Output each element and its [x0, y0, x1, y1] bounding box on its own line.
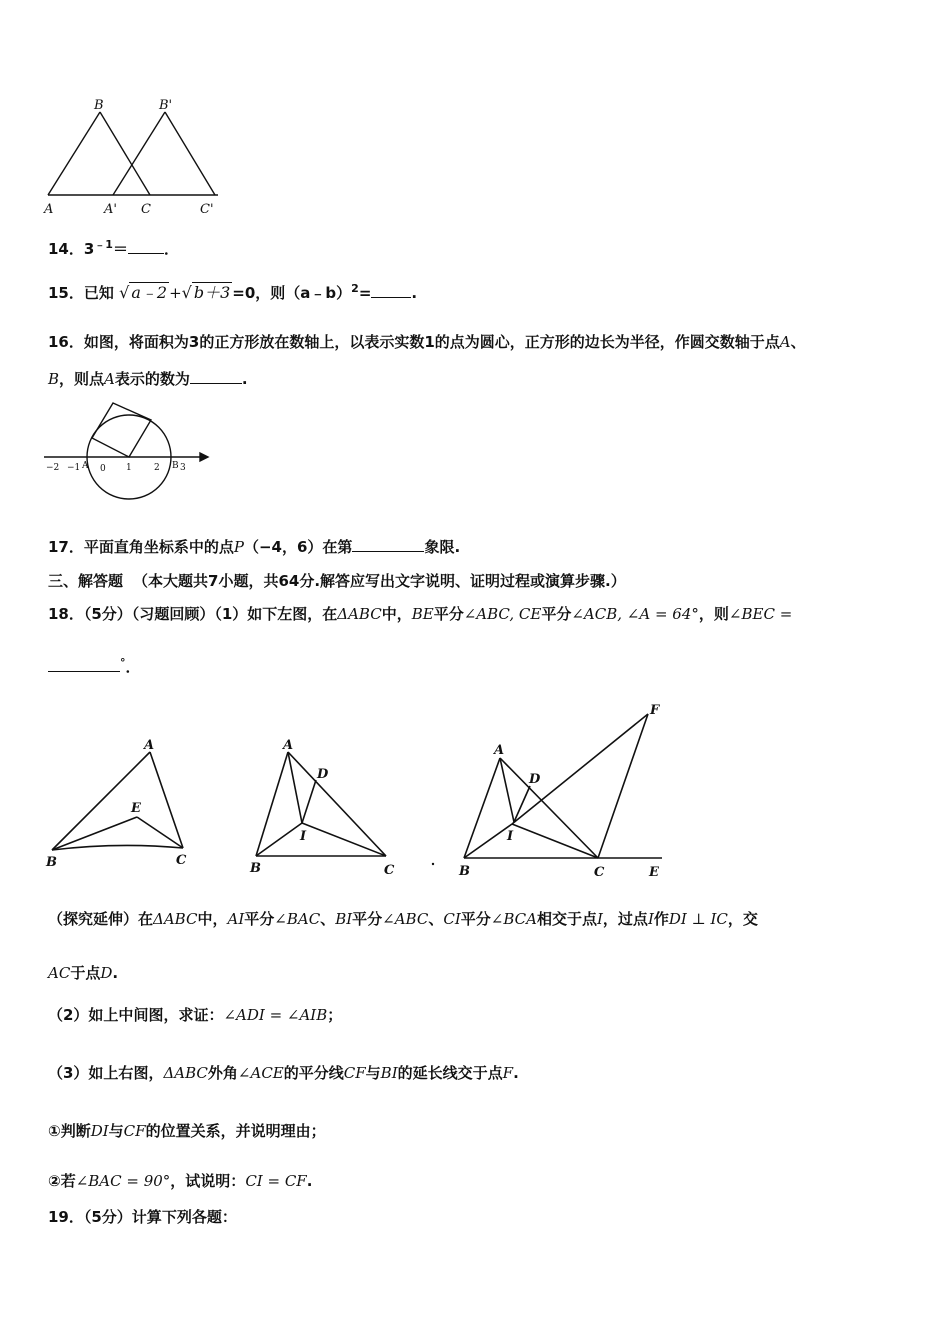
right-label-d: D [529, 772, 541, 787]
right-label-c: C [594, 865, 605, 880]
mid-label-d: D [317, 767, 329, 782]
part-3-text: （3）如上右图， [48, 1064, 164, 1082]
right-label-a: A [494, 743, 505, 758]
label-c: C [141, 202, 151, 217]
q14-end: ． [163, 240, 179, 258]
right-label-f: F [650, 703, 660, 718]
figures-q18 [40, 700, 680, 885]
answer-blank [371, 296, 411, 298]
mid-label-i: I [300, 829, 307, 844]
question-number: 16． [48, 333, 84, 351]
left-label-e: E [131, 801, 141, 816]
ext-text: 作 [653, 910, 669, 928]
ext-text: 平分 [244, 910, 275, 928]
label-b-prime: B' [159, 98, 173, 113]
q16-text-3: 表示的数为 [114, 370, 190, 388]
question-17 [48, 536, 460, 557]
segment-cf: CF [123, 1122, 146, 1140]
tick-label-b: B [172, 461, 179, 471]
answer-blank [128, 252, 164, 254]
point-b: B [48, 370, 60, 388]
point-a: A [104, 370, 115, 388]
tick-label-a: A [82, 461, 89, 471]
right-segment-if [512, 714, 648, 824]
question-15 [48, 280, 417, 303]
q16-text-2: ，则点 [59, 370, 105, 388]
question-number: 14． [48, 240, 84, 258]
q14-exponent: ﹣1 [94, 238, 113, 251]
section-heading [48, 570, 626, 591]
tick-label-1: 1 [126, 463, 132, 473]
equation-ci-cf: CI = CF [245, 1172, 307, 1190]
segment-ac: AC [48, 964, 71, 982]
right-side-ac [500, 758, 598, 858]
tick-label-3: 3 [180, 463, 186, 473]
left-side-ac [150, 752, 183, 848]
segment-ci: CI [443, 910, 461, 928]
label-a-prime: A' [104, 202, 117, 217]
question-16-line-1 [48, 331, 806, 352]
right-label-i: I [507, 829, 514, 844]
ext-text: 中， [197, 910, 228, 928]
ext-text: ，交 [727, 910, 758, 928]
q15-end: . [411, 284, 418, 302]
sqrt-expression-1: √ a﹣2 [119, 283, 168, 302]
tick-label-neg1: −1 [67, 463, 81, 473]
segment-ai: AI [227, 910, 245, 928]
q18-text: 平分 [433, 605, 464, 623]
q14-base: 3 [83, 240, 95, 258]
ext-text: . [112, 964, 119, 982]
right-segment-bi [464, 824, 512, 858]
q18-text: 平分 [541, 605, 572, 623]
part-2-end: ； [327, 1006, 343, 1024]
angle-equation: ∠ADI = ∠AIB [223, 1006, 328, 1024]
q16-text-1: 如图，将面积为3的正方形放在数轴上，以表示实数1的点为圆心，正方形的边长为半径，作圆交数轴于点 [83, 333, 780, 351]
q15-prefix: 已知 [83, 284, 114, 302]
right-segment-ai [500, 758, 514, 822]
point-f: F [502, 1064, 514, 1082]
q15-equals: = [358, 284, 372, 302]
question-18-line-2 [48, 656, 141, 677]
mid-label-a: A [283, 738, 294, 753]
extension-line-2 [48, 962, 118, 983]
question-number: 18． [48, 605, 84, 623]
square [92, 403, 151, 457]
label-a: A [44, 202, 54, 217]
triangle-abc: ΔABC [163, 1064, 208, 1082]
right-segment-ci [512, 824, 598, 858]
triangle-abc: ΔABC [337, 605, 382, 623]
axis-arrow [200, 453, 208, 461]
side-b2c2 [165, 112, 215, 195]
left-side-bc [52, 845, 183, 850]
question-number: 15． [48, 284, 84, 302]
part-3b-text: ，试说明： [170, 1172, 246, 1190]
right-label-e: E [649, 865, 659, 880]
left-segment-ec [137, 817, 183, 848]
part-2-text: （2）如上中间图，求证： [48, 1006, 224, 1024]
part-2 [48, 1004, 342, 1025]
stray-dot [432, 863, 434, 865]
perpendicular-di-ic: DI ⊥ IC [668, 910, 728, 928]
point-i: I [596, 910, 603, 928]
tick-label-2: 2 [154, 463, 160, 473]
tick-label-neg2: −2 [46, 463, 60, 473]
ext-text: 、 [320, 910, 336, 928]
part-3 [48, 1062, 519, 1083]
mid-label-c: C [384, 863, 395, 878]
angle-acb-a: ∠ACB, ∠A = 64° [571, 605, 699, 623]
part-3b-end: . [306, 1172, 313, 1190]
plus-sign: + [169, 284, 182, 302]
q16-end: . [241, 370, 248, 388]
left-label-b: B [46, 855, 57, 870]
right-segment-cf [598, 714, 648, 858]
left-label-c: C [176, 853, 187, 868]
part-3-end: . [513, 1064, 519, 1082]
answer-blank [48, 670, 120, 672]
right-side-ab [464, 758, 500, 858]
label-c-prime: C' [200, 202, 214, 217]
q18-text: 中， [381, 605, 412, 623]
tick-label-0: 0 [100, 464, 106, 474]
ext-text: （探究延伸）在 [48, 910, 154, 928]
angle-ace: ∠ACE [237, 1064, 284, 1082]
q14-equals: ＝ [112, 240, 128, 258]
part-3-sub-2 [48, 1170, 312, 1191]
q16-separator: 、 [790, 333, 806, 351]
side-ab [48, 112, 100, 195]
answer-blank [352, 550, 424, 552]
point-i: I [647, 910, 654, 928]
part-3b-text: ②若 [48, 1172, 76, 1190]
point-a: A [779, 333, 791, 351]
question-18-line-1 [48, 603, 792, 624]
q17-tail: 象限. [424, 538, 461, 556]
figure-number-line-circle [40, 398, 210, 506]
ext-text: ，过点 [602, 910, 648, 928]
label-b: B [94, 98, 104, 113]
ext-text: 于点 [70, 964, 101, 982]
ext-text: 平分 [460, 910, 491, 928]
section-title: 三、解答题 [48, 572, 124, 590]
side-bc [100, 112, 150, 195]
mid-segment-ci [302, 823, 386, 856]
segment-be: BE [411, 605, 434, 623]
part-3a-text: 与 [108, 1122, 124, 1140]
right-label-b: B [459, 864, 470, 879]
q19-text: （5分）计算下列各题： [83, 1208, 237, 1226]
q18-intro: （5分）（习题回顾）（1）如下左图，在 [83, 605, 338, 623]
point-p: P [233, 538, 244, 556]
part-3-text: 的延长线交于点 [397, 1064, 503, 1082]
segment-bi: BI [380, 1064, 398, 1082]
angle-bac-90: ∠BAC = 90° [75, 1172, 171, 1190]
angle-bec: ∠BEC = [728, 605, 793, 623]
q18-end: ． [125, 658, 141, 676]
point-d: D [100, 964, 113, 982]
part-3-text: 的平分线 [283, 1064, 344, 1082]
angle-abc: ∠ABC [382, 910, 429, 928]
radicand-1: a﹣2 [131, 283, 168, 302]
extension-line-1 [48, 908, 758, 929]
mid-segment-ai [288, 752, 302, 823]
side-a2b2 [113, 112, 165, 195]
part-3-text: 与 [365, 1064, 381, 1082]
ext-text: 相交于点 [536, 910, 597, 928]
question-19 [48, 1206, 237, 1227]
radicand-2: b＋3 [193, 283, 231, 302]
question-14 [48, 236, 179, 259]
part-3a-text: ①判断 [48, 1122, 91, 1140]
angle-bca: ∠BCA [490, 910, 537, 928]
q15-square: 2 [351, 282, 359, 295]
mid-segment-bi [256, 823, 302, 856]
triangle-abc: ΔABC [153, 910, 198, 928]
degree-sign: ° [120, 656, 126, 669]
left-label-a: A [144, 738, 155, 753]
q15-middle: =0，则（a﹣b） [232, 284, 352, 302]
part-3-sub-1 [48, 1120, 326, 1141]
ext-text: 平分 [352, 910, 383, 928]
section-note: （本大题共7小题，共64分.解答应写出文字说明、证明过程或演算步骤.） [133, 572, 626, 590]
q18-text: ，则 [698, 605, 729, 623]
segment-cf: CF [343, 1064, 366, 1082]
q17-coords: （−4，6）在第 [243, 538, 353, 556]
figure-triangles-translation [40, 95, 230, 220]
segment-bi: BI [335, 910, 353, 928]
angle-abc-ce: ∠ABC, CE [463, 605, 542, 623]
question-number: 19． [48, 1208, 84, 1226]
mid-segment-di [302, 780, 316, 823]
answer-blank [190, 382, 242, 384]
ext-text: 、 [428, 910, 444, 928]
part-3-text: 外角 [207, 1064, 238, 1082]
mid-label-b: B [250, 861, 261, 876]
question-16-line-2 [48, 368, 248, 389]
sqrt-expression-2: √ b＋3 [181, 283, 231, 302]
segment-di: DI [90, 1122, 109, 1140]
q17-text: 平面直角坐标系中的点 [83, 538, 234, 556]
angle-bac: ∠BAC [274, 910, 321, 928]
mid-side-ab [256, 752, 288, 856]
part-3a-text: 的位置关系，并说明理由； [145, 1122, 326, 1140]
question-number: 17． [48, 538, 84, 556]
